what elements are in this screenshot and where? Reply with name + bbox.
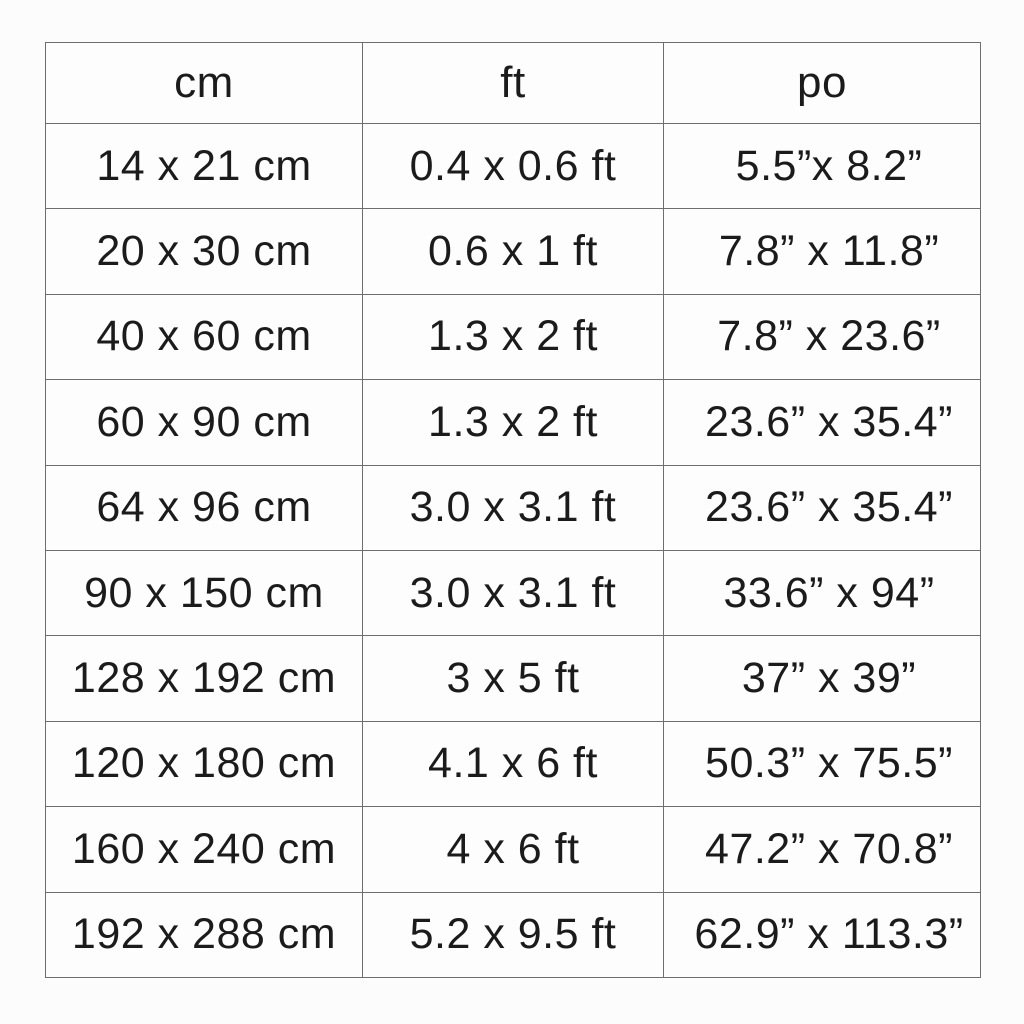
table-row <box>46 550 981 635</box>
cell-cm: 192 x 288 cm <box>46 892 363 977</box>
cell-po: 7.8” x 23.6” <box>664 294 981 379</box>
table-row <box>46 721 981 806</box>
cell-po: 33.6” x 94” <box>664 550 981 635</box>
cell-cm: 120 x 180 cm <box>46 721 363 806</box>
cell-ft: 0.6 x 1 ft <box>363 209 664 294</box>
cell-cm: 40 x 60 cm <box>46 294 363 379</box>
table-row <box>46 380 981 465</box>
table-row <box>46 294 981 379</box>
conversion-table <box>45 42 981 978</box>
cell-po: 5.5”x 8.2” <box>664 124 981 209</box>
cell-cm: 90 x 150 cm <box>46 550 363 635</box>
cell-po: 23.6” x 35.4” <box>664 380 981 465</box>
column-header-cm: cm <box>46 43 363 124</box>
cell-ft: 4.1 x 6 ft <box>363 721 664 806</box>
cell-ft: 3.0 x 3.1 ft <box>363 550 664 635</box>
cell-ft: 3 x 5 ft <box>363 636 664 721</box>
cell-cm: 64 x 96 cm <box>46 465 363 550</box>
cell-cm: 160 x 240 cm <box>46 807 363 892</box>
cell-cm: 14 x 21 cm <box>46 124 363 209</box>
cell-po: 50.3” x 75.5” <box>664 721 981 806</box>
table-row <box>46 636 981 721</box>
column-header-ft: ft <box>363 43 664 124</box>
cell-cm: 20 x 30 cm <box>46 209 363 294</box>
cell-po: 7.8” x 11.8” <box>664 209 981 294</box>
cell-po: 23.6” x 35.4” <box>664 465 981 550</box>
header-row <box>46 43 981 124</box>
table-row <box>46 124 981 209</box>
cell-po: 47.2” x 70.8” <box>664 807 981 892</box>
cell-ft: 0.4 x 0.6 ft <box>363 124 664 209</box>
cell-po: 37” x 39” <box>664 636 981 721</box>
cell-po: 62.9” x 113.3” <box>664 892 981 977</box>
table-row <box>46 807 981 892</box>
cell-ft: 1.3 x 2 ft <box>363 380 664 465</box>
size-conversion-table <box>45 42 980 978</box>
cell-ft: 1.3 x 2 ft <box>363 294 664 379</box>
table-row <box>46 209 981 294</box>
cell-ft: 5.2 x 9.5 ft <box>363 892 664 977</box>
table-row <box>46 465 981 550</box>
cell-ft: 3.0 x 3.1 ft <box>363 465 664 550</box>
cell-ft: 4 x 6 ft <box>363 807 664 892</box>
cell-cm: 128 x 192 cm <box>46 636 363 721</box>
table-row <box>46 892 981 977</box>
cell-cm: 60 x 90 cm <box>46 380 363 465</box>
column-header-po: po <box>664 43 981 124</box>
